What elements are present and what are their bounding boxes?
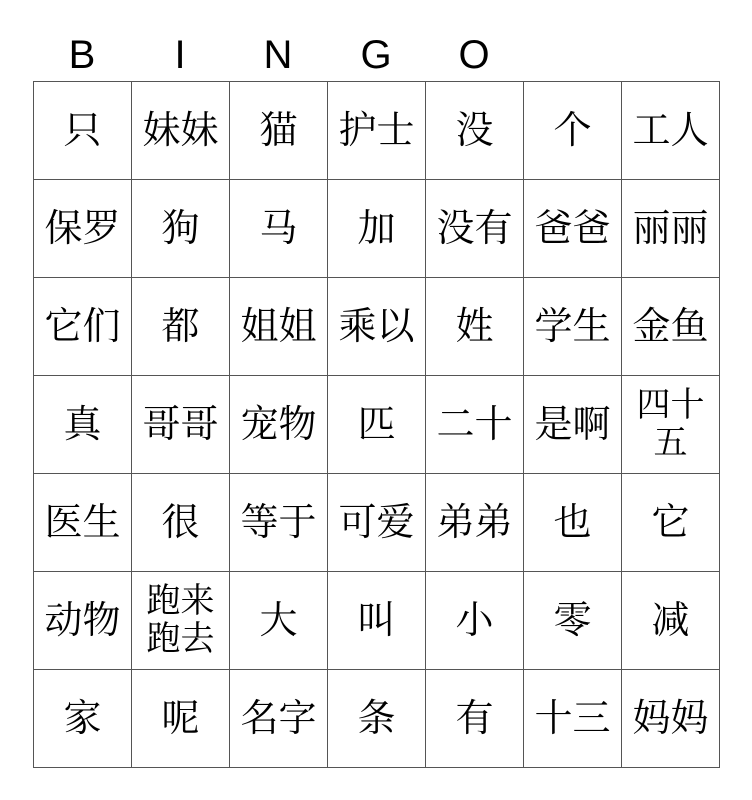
header-letter-n: N <box>263 33 293 77</box>
bingo-board <box>33 81 720 768</box>
bingo-cell[interactable]: 保罗 <box>34 180 132 278</box>
bingo-cell[interactable]: 妈妈 <box>622 670 720 768</box>
bingo-cell[interactable]: 名字 <box>230 670 328 768</box>
bingo-cell[interactable]: 弟弟 <box>426 474 524 572</box>
bingo-cell[interactable]: 没有 <box>426 180 524 278</box>
bingo-cell[interactable]: 条 <box>328 670 426 768</box>
bingo-cell[interactable]: 姓 <box>426 278 524 376</box>
bingo-cell[interactable]: 四十 五 <box>622 376 720 474</box>
bingo-cell[interactable]: 是啊 <box>524 376 622 474</box>
bingo-cell[interactable]: 护士 <box>328 82 426 180</box>
bingo-cell[interactable]: 叫 <box>328 572 426 670</box>
header-letter-o: O <box>458 33 490 77</box>
bingo-cell[interactable]: 动物 <box>34 572 132 670</box>
bingo-cell[interactable]: 二十 <box>426 376 524 474</box>
bingo-cell[interactable]: 大 <box>230 572 328 670</box>
bingo-cell[interactable]: 小 <box>426 572 524 670</box>
header-letter-g: G <box>360 33 392 77</box>
bingo-cell[interactable]: 狗 <box>132 180 230 278</box>
bingo-cell[interactable]: 都 <box>132 278 230 376</box>
bingo-header <box>33 30 523 80</box>
bingo-cell[interactable]: 没 <box>426 82 524 180</box>
bingo-cell[interactable]: 也 <box>524 474 622 572</box>
bingo-cell[interactable]: 马 <box>230 180 328 278</box>
bingo-cell[interactable]: 它们 <box>34 278 132 376</box>
bingo-cell[interactable]: 哥哥 <box>132 376 230 474</box>
header-letter-b: B <box>68 33 96 77</box>
header-letter-i: I <box>174 33 186 77</box>
bingo-cell[interactable]: 丽丽 <box>622 180 720 278</box>
bingo-cell[interactable]: 医生 <box>34 474 132 572</box>
bingo-cell[interactable]: 呢 <box>132 670 230 768</box>
bingo-cell[interactable]: 加 <box>328 180 426 278</box>
bingo-cell[interactable]: 跑来 跑去 <box>132 572 230 670</box>
bingo-cell[interactable]: 家 <box>34 670 132 768</box>
bingo-cell[interactable]: 等于 <box>230 474 328 572</box>
bingo-cell[interactable]: 匹 <box>328 376 426 474</box>
bingo-cell[interactable]: 姐姐 <box>230 278 328 376</box>
bingo-cell[interactable]: 爸爸 <box>524 180 622 278</box>
bingo-cell[interactable]: 它 <box>622 474 720 572</box>
bingo-cell[interactable]: 很 <box>132 474 230 572</box>
bingo-cell[interactable]: 工人 <box>622 82 720 180</box>
bingo-cell[interactable]: 真 <box>34 376 132 474</box>
bingo-cell[interactable]: 有 <box>426 670 524 768</box>
bingo-cell[interactable]: 可爱 <box>328 474 426 572</box>
bingo-cell[interactable]: 金鱼 <box>622 278 720 376</box>
bingo-cell[interactable]: 学生 <box>524 278 622 376</box>
bingo-cell[interactable]: 猫 <box>230 82 328 180</box>
bingo-cell[interactable]: 减 <box>622 572 720 670</box>
bingo-cell[interactable]: 妹妹 <box>132 82 230 180</box>
bingo-cell[interactable]: 零 <box>524 572 622 670</box>
bingo-cell[interactable]: 十三 <box>524 670 622 768</box>
bingo-cell[interactable]: 个 <box>524 82 622 180</box>
bingo-cell[interactable]: 乘以 <box>328 278 426 376</box>
bingo-cell[interactable]: 只 <box>34 82 132 180</box>
bingo-cell[interactable]: 宠物 <box>230 376 328 474</box>
